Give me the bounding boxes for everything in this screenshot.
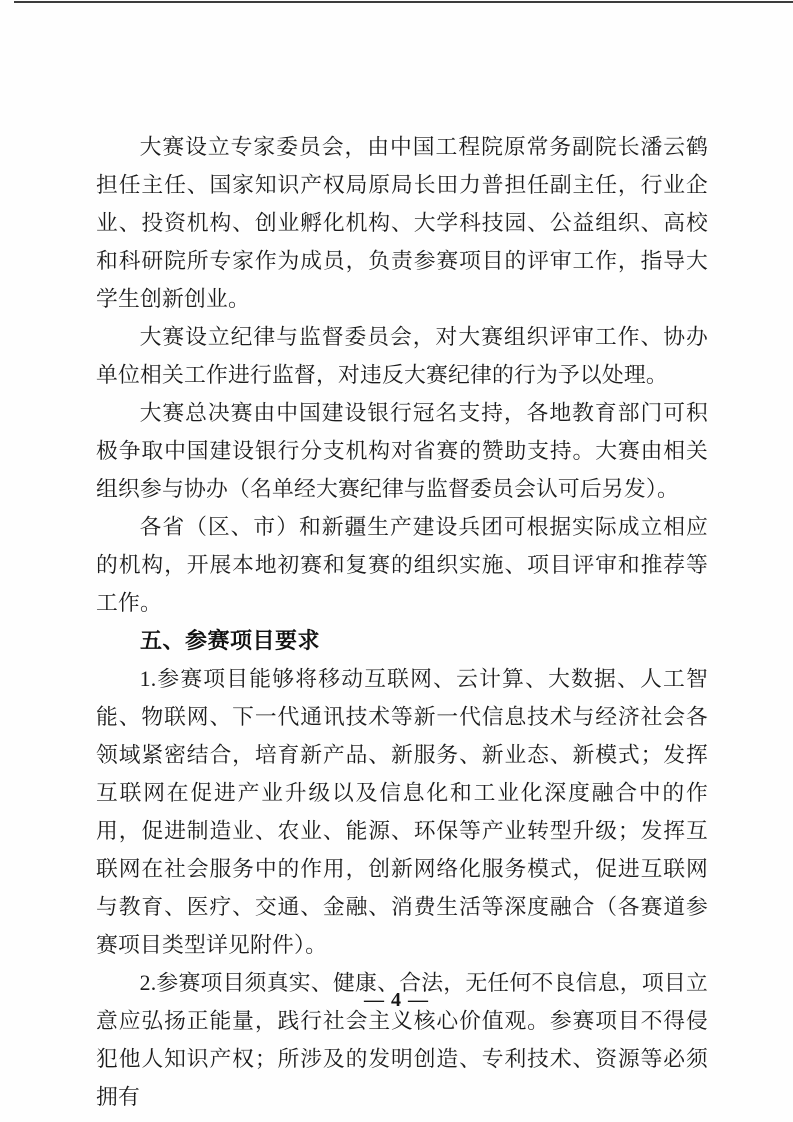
scan-edge-artifact xyxy=(14,1,793,3)
paragraph-expert-committee: 大赛设立专家委员会，由中国工程院原常务副院长潘云鹤担任主任、国家知识产权局原局长田力普担任副主任，行业企业、投资机构、创业孵化机构、大学科技园、公益组织、高校和科研院所专家作为成员，负责参赛项目的评审工作，指导大学生创新创业。 xyxy=(96,135,708,311)
paragraph-discipline-committee: 大赛设立纪律与监督委员会，对大赛组织评审工作、协办单位相关工作进行监督，对违反大赛纪律的行为予以处理。 xyxy=(96,325,708,387)
document-body xyxy=(96,128,708,1116)
paragraph-sponsor-support: 大赛总决赛由中国建设银行冠名支持，各地教育部门可积极争取中国建设银行分支机构对省赛的赞助支持。大赛由相关组织参与协办（名单经大赛纪律与监督委员会认可后另发）。 xyxy=(96,401,708,501)
paragraph-requirement-2: 2.参赛项目须真实、健康、合法，无任何不良信息，项目立意应弘扬正能量，践行社会主义核心价值观。参赛项目不得侵犯他人知识产权；所涉及的发明创造、专利技术、资源等必须拥有 xyxy=(96,971,708,1109)
page-number: — 4 — xyxy=(364,989,429,1011)
section-heading-project-requirements: 五、参赛项目要求 xyxy=(140,628,321,653)
paragraph-requirement-1: 1.参赛项目能够将移动互联网、云计算、大数据、人工智能、物联网、下一代通讯技术等新一代信息技术与经济社会各领域紧密结合，培育新产品、新服务、新业态、新模式；发挥互联网在促进产业升级以及信息化和工业化深度融合中的作用，促进制造业、农业、能源、环保等产业转型升级；发挥互联网在社会服务中的作用，创新网络化服务模式，促进互联网与教育、医疗、交通、金融、消费生活等深度融合（各赛道参赛项目类型详见附件）。 xyxy=(96,667,708,957)
paragraph-provincial-organization: 各省（区、市）和新疆生产建设兵团可根据实际成立相应的机构，开展本地初赛和复赛的组织实施、项目评审和推荐等工作。 xyxy=(96,515,708,615)
